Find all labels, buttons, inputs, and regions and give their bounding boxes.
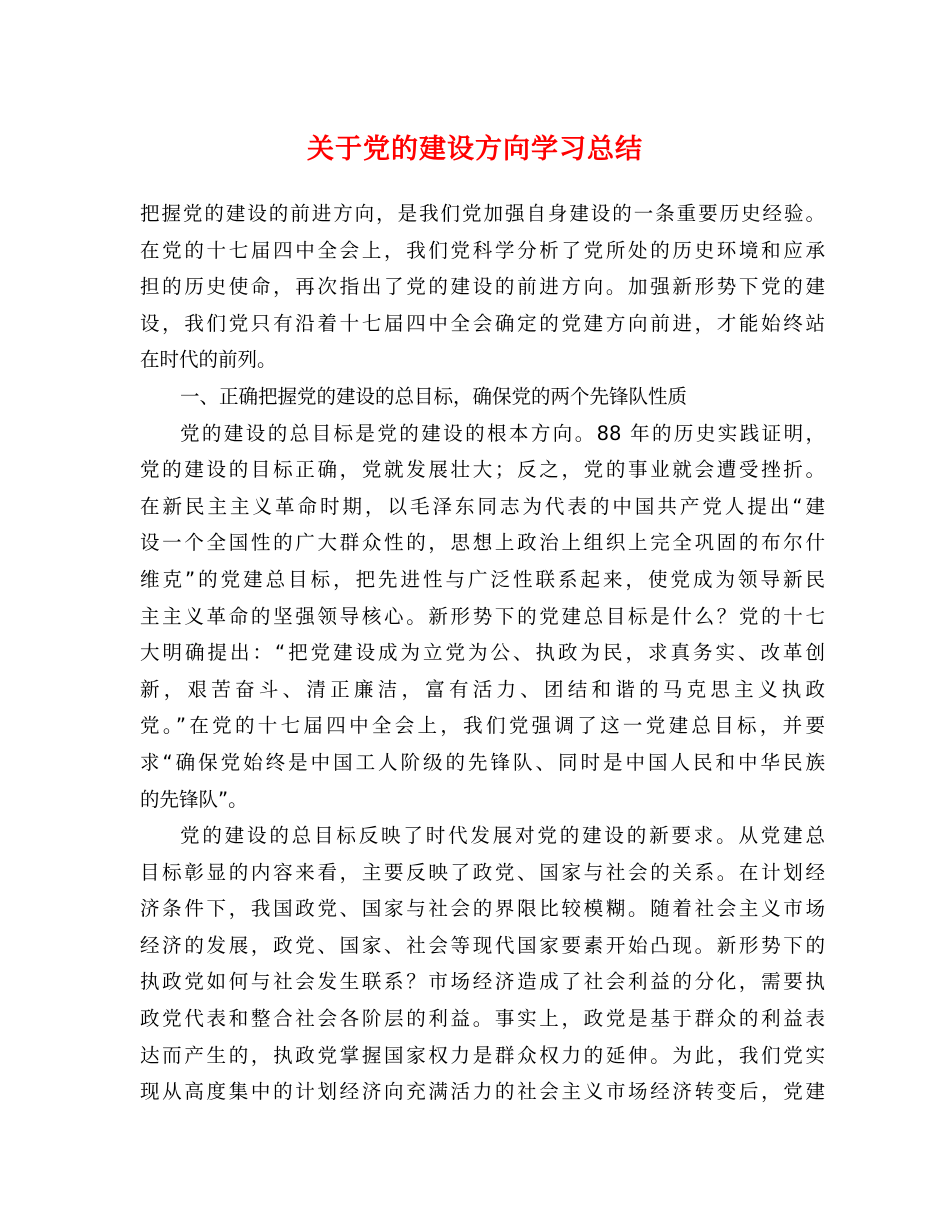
text-line: 党。”在党的十七届四中全会上，我们党强调了这一党建总目标，并要: [140, 714, 825, 738]
text-line: 主主义革命的坚强领导核心。新形势下的党建总目标是什么？党的十七: [140, 604, 825, 628]
text-line: 担的历史使命，再次指出了党的建设的前进方向。加强新形势下党的建: [140, 275, 825, 299]
text-line: 党的建设的总目标是党的建设的根本方向。88 年的历史实践证明，: [180, 421, 825, 445]
text-line: 求“确保党始终是中国工人阶级的先锋队、同时是中国人民和中华民族: [140, 750, 825, 774]
text-line: 达而产生的，执政党掌握国家权力是群众权力的延伸。为此，我们党实: [140, 1043, 825, 1067]
text-line: 党的建设的总目标反映了时代发展对党的建设的新要求。从党建总: [180, 824, 825, 848]
text-line: 经济的发展，政党、国家、社会等现代国家要素开始凸现。新形势下的: [140, 933, 825, 957]
text-line: 在时代的前列。: [140, 348, 277, 372]
text-line: 新，艰苦奋斗、清正廉洁，富有活力、团结和谐的马克思主义执政: [140, 677, 825, 701]
text-line: 目标彰显的内容来看，主要反映了政党、国家与社会的关系。在计划经: [140, 860, 825, 884]
text-line: 在新民主主义革命时期，以毛泽东同志为代表的中国共产党人提出“建: [140, 494, 825, 518]
text-line: 政党代表和整合社会各阶层的利益。事实上，政党是基于群众的利益表: [140, 1007, 825, 1031]
text-line: 济条件下，我国政党、国家与社会的界限比较模糊。随着社会主义市场: [140, 897, 825, 921]
text-line: 执政党如何与社会发生联系？市场经济造成了社会利益的分化，需要执: [140, 970, 825, 994]
text-line: 现从高度集中的计划经济向充满活力的社会主义市场经济转变后，党建: [140, 1080, 825, 1104]
text-line: 一、正确把握党的建设的总目标，确保党的两个先锋队性质: [180, 384, 688, 408]
text-line: 的先锋队”。: [140, 787, 248, 811]
text-line: 把握党的建设的前进方向，是我们党加强自身建设的一条重要历史经验。: [140, 202, 825, 225]
text-line: 维克”的党建总目标，把先进性与广泛性联系起来，使党成为领导新民: [140, 567, 825, 591]
document-title: 关于党的建设方向学习总结: [307, 134, 643, 165]
text-line: 设一个全国性的广大群众性的，思想上政治上组织上完全巩固的布尔什: [140, 531, 825, 555]
text-line: 大明确提出：“把党建设成为立党为公、执政为民，求真务实、改革创: [140, 641, 825, 665]
text-line: 设，我们党只有沿着十七届四中全会确定的党建方向前进，才能始终站: [140, 311, 825, 335]
document-body: [140, 196, 825, 1111]
text-line: 在党的十七届四中全会上，我们党科学分析了党所处的历史环境和应承: [140, 238, 825, 262]
text-line: 党的建设的目标正确，党就发展壮大；反之，党的事业就会遭受挫折。: [140, 458, 825, 482]
